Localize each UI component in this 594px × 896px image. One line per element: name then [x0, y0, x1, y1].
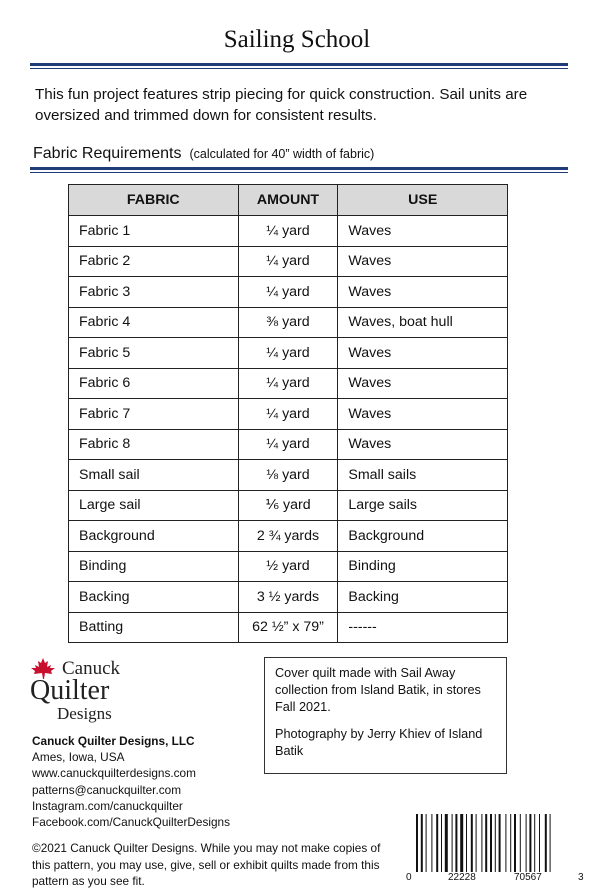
table-header-row: [69, 185, 508, 216]
barcode-bar: [455, 814, 457, 872]
logo-word-canuck: Canuck: [62, 658, 121, 679]
table-row: [69, 307, 508, 338]
logo-word-quilter: Quilter: [30, 675, 110, 706]
fabric-cell: Fabric 1: [69, 216, 239, 247]
fabric-cell: Fabric 2: [69, 246, 239, 277]
amount-cell: ⅜ yard: [238, 307, 338, 338]
barcode-bar: [505, 814, 506, 872]
barcode-bar: [421, 814, 423, 872]
barcode-bar: [445, 814, 448, 872]
company-location: Ames, Iowa, USA: [32, 750, 125, 765]
amount-cell: ⅛ yard: [238, 460, 338, 491]
use-cell: Waves: [338, 216, 508, 247]
use-cell: Waves: [338, 277, 508, 308]
column-header-amount: AMOUNT: [238, 185, 338, 216]
fabric-cell: Binding: [69, 551, 239, 582]
amount-cell: ¼ yard: [238, 399, 338, 430]
barcode-bar: [526, 814, 527, 872]
amount-cell: ¼ yard: [238, 246, 338, 277]
table-row: [69, 216, 508, 247]
table-row: [69, 399, 508, 430]
intro-text: This fun project features strip piecing for quick construction. Sail units are oversized and trimmed down for consistent results.: [35, 86, 528, 124]
amount-cell: ¼ yard: [238, 338, 338, 369]
barcode-bar: [431, 814, 432, 872]
cover-quilt-fabric-note: Cover quilt made with Sail Away collection from Island Batik, in stores Fall 2021.: [275, 666, 481, 715]
fabric-requirements-heading: [33, 145, 374, 163]
fabric-cell: Fabric 4: [69, 307, 239, 338]
barcode-bar: [481, 814, 482, 872]
barcode-bar: [550, 814, 551, 872]
table-row: [69, 368, 508, 399]
table-row: [69, 612, 508, 643]
use-cell: Waves: [338, 368, 508, 399]
fabric-cell: Large sail: [69, 490, 239, 521]
cover-quilt-note: [264, 657, 507, 774]
use-cell: Waves: [338, 429, 508, 460]
table-row: [69, 277, 508, 308]
amount-cell: ¼ yard: [238, 277, 338, 308]
barcode-bar: [539, 814, 540, 872]
barcode-bar: [495, 814, 496, 872]
barcode-bar: [514, 814, 516, 872]
barcode-bar: [436, 814, 438, 872]
photography-credit: Photography by Jerry Khiev of Island Batik: [275, 726, 483, 758]
fabric-cell: Fabric 5: [69, 338, 239, 369]
amount-cell: ⅙ yard: [238, 490, 338, 521]
fabric-cell: Fabric 3: [69, 277, 239, 308]
company-name: Canuck Quilter Designs, LLC: [32, 734, 195, 748]
company-info: [32, 733, 230, 830]
barcode-bar: [534, 814, 535, 872]
amount-cell: 2 ¾ yards: [238, 521, 338, 552]
requirements-rule: [30, 167, 568, 173]
fabric-table: [68, 184, 508, 643]
fabric-cell: Batting: [69, 612, 239, 643]
table-row: [69, 338, 508, 369]
use-cell: Waves, boat hull: [338, 307, 508, 338]
barcode-bar: [485, 814, 487, 872]
table-row: [69, 460, 508, 491]
use-cell: Background: [338, 521, 508, 552]
copyright-notice: ©2021 Canuck Quilter Designs. While you may not make copies of this pattern, you may use, give, sell or exhibit quilts made from this pattern as you see fit.: [32, 841, 381, 889]
barcode-bar: [510, 814, 511, 872]
table-row: [69, 246, 508, 277]
table-row: [69, 551, 508, 582]
barcode-bars: [416, 814, 576, 872]
use-cell: Backing: [338, 582, 508, 613]
company-facebook-link[interactable]: Facebook.com/CanuckQuilterDesigns: [32, 815, 231, 830]
barcode-bar: [441, 814, 442, 872]
column-header-fabric: FABRIC: [69, 185, 239, 216]
canuck-quilter-logo: [30, 657, 140, 727]
table-row: [69, 521, 508, 552]
barcode-bar: [529, 814, 531, 872]
barcode-bar: [466, 814, 467, 872]
requirements-note: (calculated for 40” width of fabric): [189, 147, 375, 161]
barcode-number-group2: 70567: [514, 872, 542, 883]
amount-cell: ½ yard: [238, 551, 338, 582]
barcode-bar: [471, 814, 473, 872]
fabric-cell: Fabric 8: [69, 429, 239, 460]
barcode-number-group1: 22228: [448, 872, 476, 883]
fabric-cell: Fabric 6: [69, 368, 239, 399]
fabric-cell: Small sail: [69, 460, 239, 491]
barcode-bar: [545, 814, 547, 872]
use-cell: Large sails: [338, 490, 508, 521]
fabric-cell: Backing: [69, 582, 239, 613]
barcode-number-right: 3: [578, 872, 584, 883]
use-cell: ------: [338, 612, 508, 643]
table-row: [69, 490, 508, 521]
use-cell: Waves: [338, 338, 508, 369]
table-row: [69, 429, 508, 460]
fabric-cell: Fabric 7: [69, 399, 239, 430]
barcode-bar: [416, 814, 418, 872]
use-cell: Waves: [338, 246, 508, 277]
barcode-bar: [520, 814, 521, 872]
amount-cell: ¼ yard: [238, 216, 338, 247]
company-website-link[interactable]: www.canuckquilterdesigns.com: [32, 766, 196, 781]
use-cell: Small sails: [338, 460, 508, 491]
amount-cell: ¼ yard: [238, 368, 338, 399]
amount-cell: ¼ yard: [238, 429, 338, 460]
barcode: [406, 814, 586, 888]
column-header-use: USE: [338, 185, 508, 216]
barcode-bar: [499, 814, 501, 872]
barcode-bar: [476, 814, 477, 872]
barcode-bar: [426, 814, 427, 872]
amount-cell: 62 ½” x 79”: [238, 612, 338, 643]
use-cell: Binding: [338, 551, 508, 582]
fabric-cell: Background: [69, 521, 239, 552]
amount-cell: 3 ½ yards: [238, 582, 338, 613]
barcode-bar: [460, 814, 463, 872]
page-title: Sailing School: [223, 26, 371, 53]
company-email-link[interactable]: patterns@canuckquilter.com: [32, 782, 182, 797]
barcode-bar: [490, 814, 492, 872]
use-cell: Waves: [338, 399, 508, 430]
barcode-bar: [452, 814, 453, 872]
title-rule: [30, 63, 568, 69]
requirements-title: Fabric Requirements: [33, 145, 182, 162]
logo-word-designs: Designs: [57, 704, 112, 723]
table-row: [69, 582, 508, 613]
barcode-number-left: 0: [406, 872, 412, 883]
company-instagram-link[interactable]: Instagram.com/canuckquilter: [32, 798, 183, 813]
